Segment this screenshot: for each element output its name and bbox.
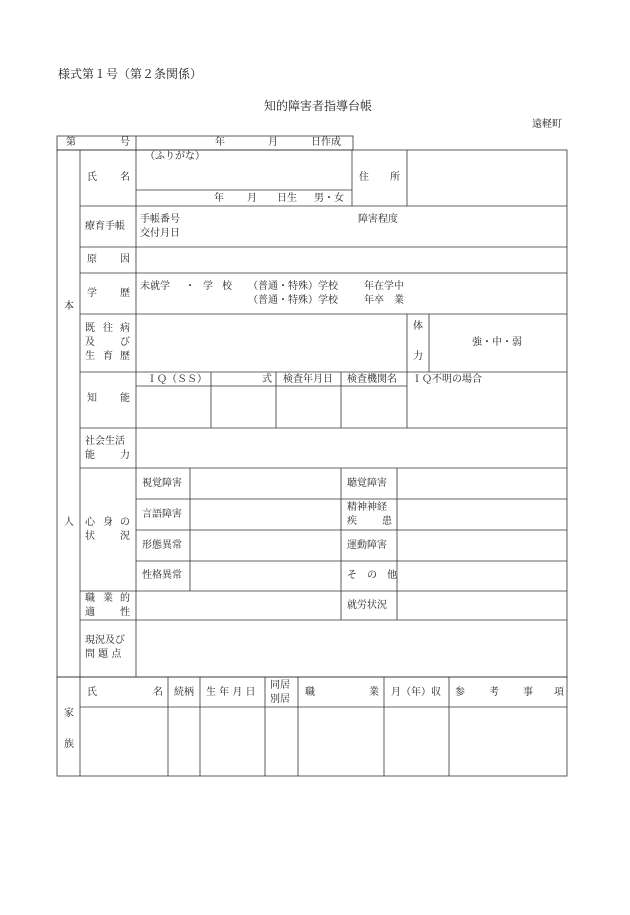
fam-shunyu: 月（年）収 <box>391 687 441 698</box>
shogai-teido: 障害程度 <box>358 214 398 225</box>
seishin-2a: 疾 <box>347 516 357 527</box>
shokugyo-1b: 業 <box>103 593 113 604</box>
techo-no: 手帳番号 <box>140 214 180 225</box>
gender: 男・女 <box>314 193 344 204</box>
fam-ji: 事 <box>523 687 533 698</box>
chino-label-2: 能 <box>120 393 130 404</box>
gakko-1: 学 <box>203 281 213 292</box>
shinshin-2a: 状 <box>85 531 95 542</box>
shikaku: 視覚障害 <box>142 478 182 489</box>
shokugyo-1a: 職 <box>85 593 95 604</box>
tairyoku-1: 体 <box>413 321 423 332</box>
side-hon: 本 <box>64 301 74 312</box>
genin-label-2: 因 <box>120 254 130 265</box>
shuro: 就労状況 <box>347 600 387 611</box>
kiou-3c: 歴 <box>120 351 130 362</box>
tairyoku-2: 力 <box>413 351 423 362</box>
kiou-2a: 及 <box>85 337 95 348</box>
page-title: 知的障害者指導台帳 <box>264 99 373 113</box>
zaigaku: 年在学中 <box>364 281 404 292</box>
birth-day: 日生 <box>277 193 297 204</box>
fam-zokugara: 続柄 <box>174 687 194 698</box>
side-zoku: 族 <box>64 739 74 750</box>
fam-mei: 名 <box>153 687 163 698</box>
name-label-1: 氏 <box>87 172 97 183</box>
chino-label-1: 知 <box>87 393 97 404</box>
date-month: 月 <box>268 137 278 148</box>
gengo: 言語障害 <box>142 509 182 520</box>
fam-bekkyo: 別居 <box>270 694 290 705</box>
town-name: 遠軽町 <box>532 119 562 130</box>
no-go: 号 <box>120 137 130 148</box>
name-label-2: 名 <box>120 172 130 183</box>
keitai: 形態異常 <box>142 540 182 551</box>
shakai-2a: 能 <box>85 450 95 461</box>
seishin-2b: 患 <box>382 516 392 527</box>
shokugyo-2a: 適 <box>85 607 95 618</box>
shakai-1: 社会生活 <box>85 436 125 447</box>
fam-dokyo: 同居 <box>270 680 290 691</box>
birth-month: 月 <box>247 193 257 204</box>
strength: 強・中・弱 <box>472 337 522 348</box>
kofu-date: 交付月日 <box>140 228 180 239</box>
side-ka: 家 <box>64 708 74 719</box>
fam-seinengappi: 生 年 月 日 <box>206 687 256 698</box>
birth-year: 年 <box>214 193 224 204</box>
genkyo-2: 問 題 点 <box>85 649 122 660</box>
futsu-tokushu-1: （普通・特殊）学校 <box>248 281 338 292</box>
fam-kou2: 項 <box>554 687 564 698</box>
gakureki-label-1: 学 <box>87 288 97 299</box>
undou: 運動障害 <box>347 540 387 551</box>
date-year: 年 <box>215 137 225 148</box>
sonota: そ の 他 <box>347 570 397 581</box>
side-nin: 人 <box>64 517 74 528</box>
shinshin-1b: 身 <box>103 517 113 528</box>
shiki: 式 <box>262 374 272 385</box>
iq-ss: ＩＱ（ＳＳ） <box>147 374 207 385</box>
shinshin-2b: 況 <box>120 531 130 542</box>
fam-shi: 氏 <box>87 687 97 698</box>
kiou-1a: 既 <box>85 323 95 334</box>
furigana: （ふりがな） <box>145 151 205 162</box>
kiou-1b: 往 <box>103 323 113 334</box>
kiou-3a: 生 <box>85 351 95 362</box>
gakureki-dot: ・ <box>185 281 195 292</box>
form-code: 様式第１号（第２条関係） <box>58 67 203 81</box>
seishin-1: 精神神経 <box>347 502 387 513</box>
address-label-2: 所 <box>390 172 400 183</box>
kensa-kikan: 検査機関名 <box>347 374 397 385</box>
shinshin-1c: の <box>120 517 130 528</box>
mishugaku: 未就学 <box>140 281 170 292</box>
fam-shoku: 職 <box>305 687 315 698</box>
kiou-2b: び <box>120 337 130 348</box>
fam-san: 参 <box>455 687 465 698</box>
kiou-1c: 病 <box>120 323 130 334</box>
genkyo-1: 現況及び <box>85 635 125 646</box>
choukaku: 聴覚障害 <box>347 478 387 489</box>
iq-unknown: ＩＱ不明の場合 <box>412 374 482 385</box>
genin-label-1: 原 <box>87 254 97 265</box>
sotsugyo: 年卒 業 <box>364 295 404 306</box>
fam-gyo: 業 <box>369 687 379 698</box>
shokugyo-2b: 性 <box>120 607 130 618</box>
no-dai: 第 <box>66 137 76 148</box>
ryoiku-label: 療育手帳 <box>85 221 125 232</box>
date-created: 日作成 <box>311 137 341 148</box>
shinshin-1a: 心 <box>85 517 95 528</box>
gakko-2: 校 <box>222 281 232 292</box>
shokugyo-1c: 的 <box>120 593 130 604</box>
shakai-2b: 力 <box>120 450 130 461</box>
kiou-3b: 育 <box>103 351 113 362</box>
seikaku: 性格異常 <box>142 570 182 581</box>
gakureki-label-2: 歴 <box>120 288 130 299</box>
fam-kou: 考 <box>489 687 499 698</box>
kensa-date: 検査年月日 <box>283 374 333 385</box>
address-label-1: 住 <box>359 172 369 183</box>
futsu-tokushu-2: （普通・特殊）学校 <box>248 295 338 306</box>
